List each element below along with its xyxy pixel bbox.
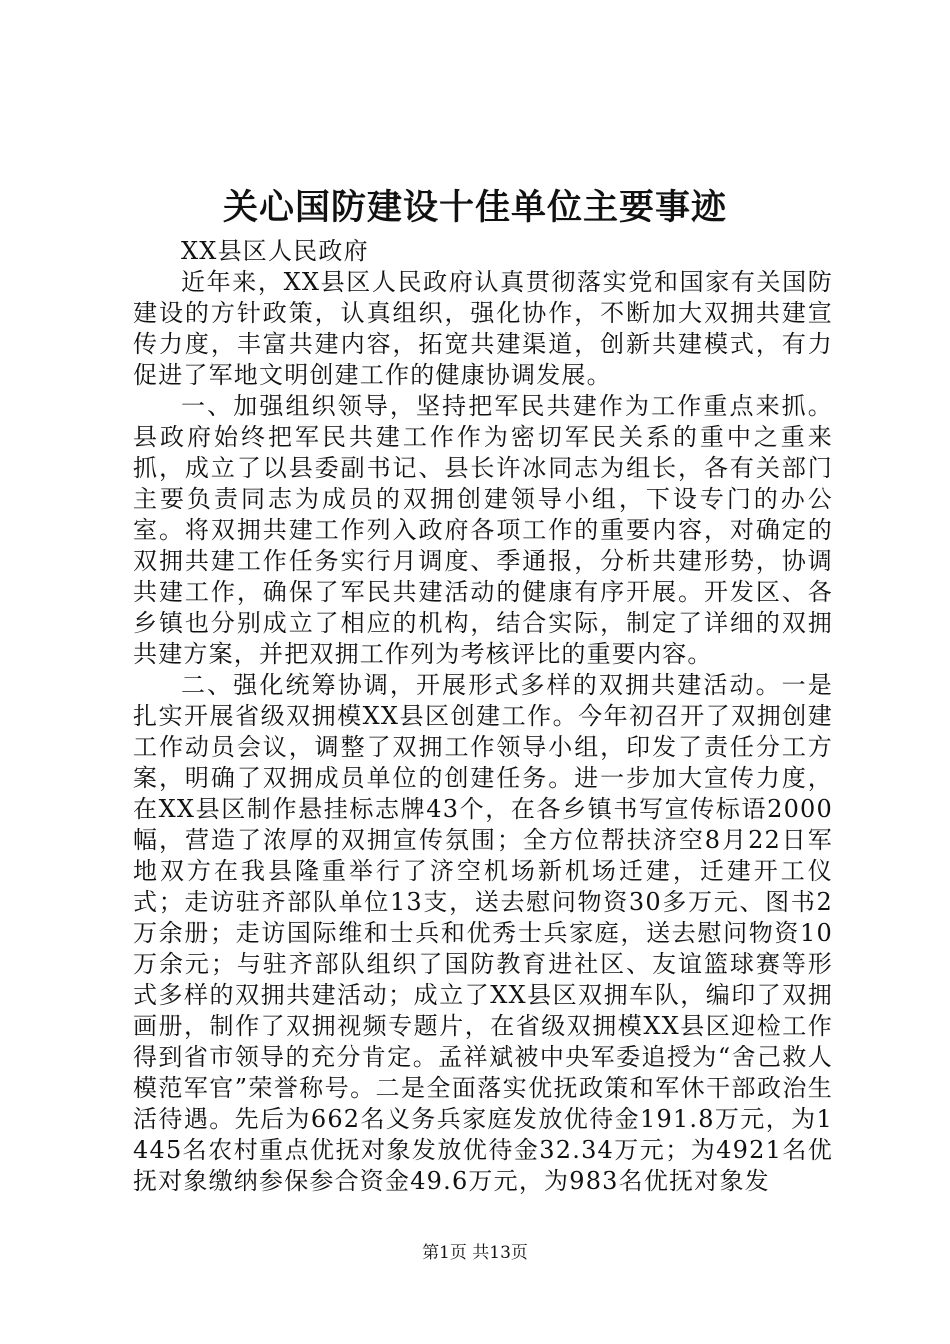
paragraph: 一、加强组织领导，坚持把军民共建作为工作重点来抓。县政府始终把军民共建工作作为密切军民关系的重中之重来抓，成立了以县委副书记、县长许冰同志为组长，各有关部门主要负责同志为成员的双拥创建领导小组，下设专门的办公室。将双拥共建工作列入政府各项工作的重要内容，对确定的双拥共建工作任务实行月调度、季通报，分析共建形势，协调共建工作，确保了军民共建活动的健康有序开展。开发区、各乡镇也分别成立了相应的机构，结合实际，制定了详细的双拥共建方案，并把双拥工作列为考核评比的重要内容。 xyxy=(133,392,833,668)
document-title: 关心国防建设十佳单位主要事迹 xyxy=(222,187,727,228)
page-number-footer: 第1页 共13页 xyxy=(422,1243,528,1263)
paragraph: 二、强化统筹协调，开展形式多样的双拥共建活动。一是扎实开展省级双拥模XX县区创建工作。今年初召开了双拥创建工作动员会议，调整了双拥工作领导小组，印发了责任分工方案，明确了双拥成员单位的创建任务。进一步加大宣传力度，在XX县区制作悬挂标志牌43个，在各乡镇书写宣传标语2000幅，营造了浓厚的双拥宣传氛围；全方位帮扶济空8月22日军地双方在我县隆重举行了济空机场新机场迁建，迁建开工仪式；走访驻齐部队单位13支，送去慰问物资30多万元、图书2万余册；走访国际维和士兵和优秀士兵家庭，送去慰问物资10万余元；与驻齐部队组织了国防教育进社区、友谊篮球赛等形式多样的双拥共建活动；成立了XX县区双拥车队，编印了双拥画册，制作了双拥视频专题片，在省级双拥模XX县区迎检工作得到省市领导的充分肯定。孟祥斌被中央军委追授为“舍己救人模范军官”荣誉称号。二是全面落实优抚政策和军休干部政治生活待遇。先后为662名义务兵家庭发放优待金191.8万元，为1445名农村重点优抚对象发放优待金32.34万元；为4921名优抚对象缴纳参保参合资金49.6万元，为983名优抚对象发 xyxy=(133,671,833,1195)
document-body xyxy=(133,236,833,1197)
author-line: XX县区人民政府 xyxy=(181,237,369,265)
paragraph: 近年来，XX县区人民政府认真贯彻落实党和国家有关国防建设的方针政策，认真组织，强化协作，不断加大双拥共建宣传力度，丰富共建内容，拓宽共建渠道，创新共建模式，有力促进了军地文明创建工作的健康协调发展。 xyxy=(133,268,833,389)
